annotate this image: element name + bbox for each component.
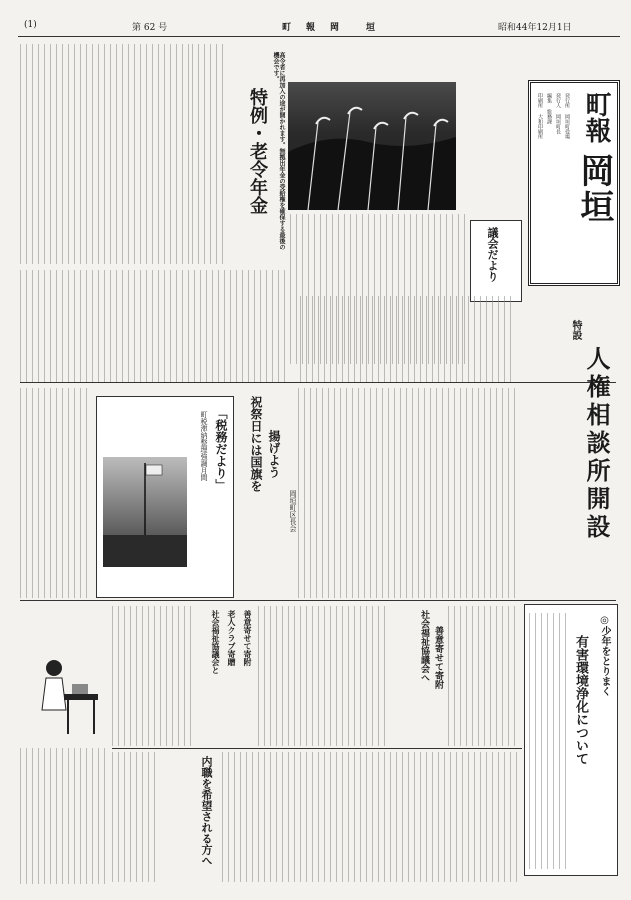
section-rule [112,748,522,749]
paper-name: 町 報 岡 垣 [282,23,379,33]
text-block [448,606,518,746]
page-number: (1) [24,20,37,30]
column-tag: 議会だより [486,227,499,282]
welfare-headline-2: 善意寄せて寄附 [433,626,443,689]
youth-lead: ◎少年をとりまく [599,615,610,696]
flagpole-illustration [103,457,187,567]
wanted-headline: 内職を希望される方へ [200,756,213,866]
text-block [20,748,108,884]
flag-byline: 岡垣町区長会 [289,490,297,532]
tax-article [96,396,234,598]
flagpole-photo [103,457,187,567]
youth-headline: 有害環境浄化について [573,635,588,765]
pension-headline: 特例・老令年金 [247,88,268,214]
welfare2-article [196,606,256,746]
text-block [300,296,512,382]
text-block [112,606,192,746]
welfare2-headline-3: 善意寄せて寄附 [243,610,253,666]
woman-at-desk-icon [24,650,104,740]
column-tag-box [470,220,522,302]
wanted-article [162,752,218,882]
pampas-photo [288,82,456,210]
issue-date: 昭和44年12月1日 [498,23,572,33]
welfare-headline-1: 社会福祉協議会へ [419,610,429,682]
masthead-publisher: 発行所 岡垣町役場 発行人 岡垣町長 編集 総務課 印刷所 大和印刷所 [537,93,570,139]
masthead-title-large: 岡垣 [574,153,614,225]
text-block [112,752,160,882]
flag-headline-1: 祝祭日には国旗を [249,396,263,492]
text-block [20,270,286,382]
text-block [258,606,390,746]
header-rule [18,36,620,37]
tax-subtitle: 町税滞納整理強調月間 [200,411,208,481]
text-block [20,388,92,598]
section-rule [20,600,616,601]
text-block [529,613,569,869]
youth-article [524,604,618,876]
page-header [20,18,620,34]
masthead-title-small: 町報 [581,91,611,143]
tax-title: 「税務だより」 [214,407,228,491]
flag-headline-2: 揚げよう [267,430,281,478]
rights-kicker: 特設 [570,320,581,340]
masthead [528,80,620,286]
issue-number: 第 62 号 [132,23,168,33]
desk-illustration [24,650,104,740]
welfare2-headline-1: 社会福祉協議会と [211,610,221,674]
text-block [222,752,520,882]
rights-headline: 人権相談所開設 [582,346,611,542]
flag-article [236,390,296,590]
pension-subhead: 高令者に再加入の途が開かれます。無拠出年金の受給権を確保する最後の機会です。 [272,52,285,250]
welfare2-headline-2: 老人クラブ寄贈 [227,610,237,666]
pension-article [228,48,286,258]
welfare-article [394,606,444,746]
rights-article [520,296,616,596]
text-block [20,44,190,264]
text-block [192,44,226,264]
pampas-illustration [288,82,456,210]
text-block [298,388,426,598]
text-block [430,388,516,598]
